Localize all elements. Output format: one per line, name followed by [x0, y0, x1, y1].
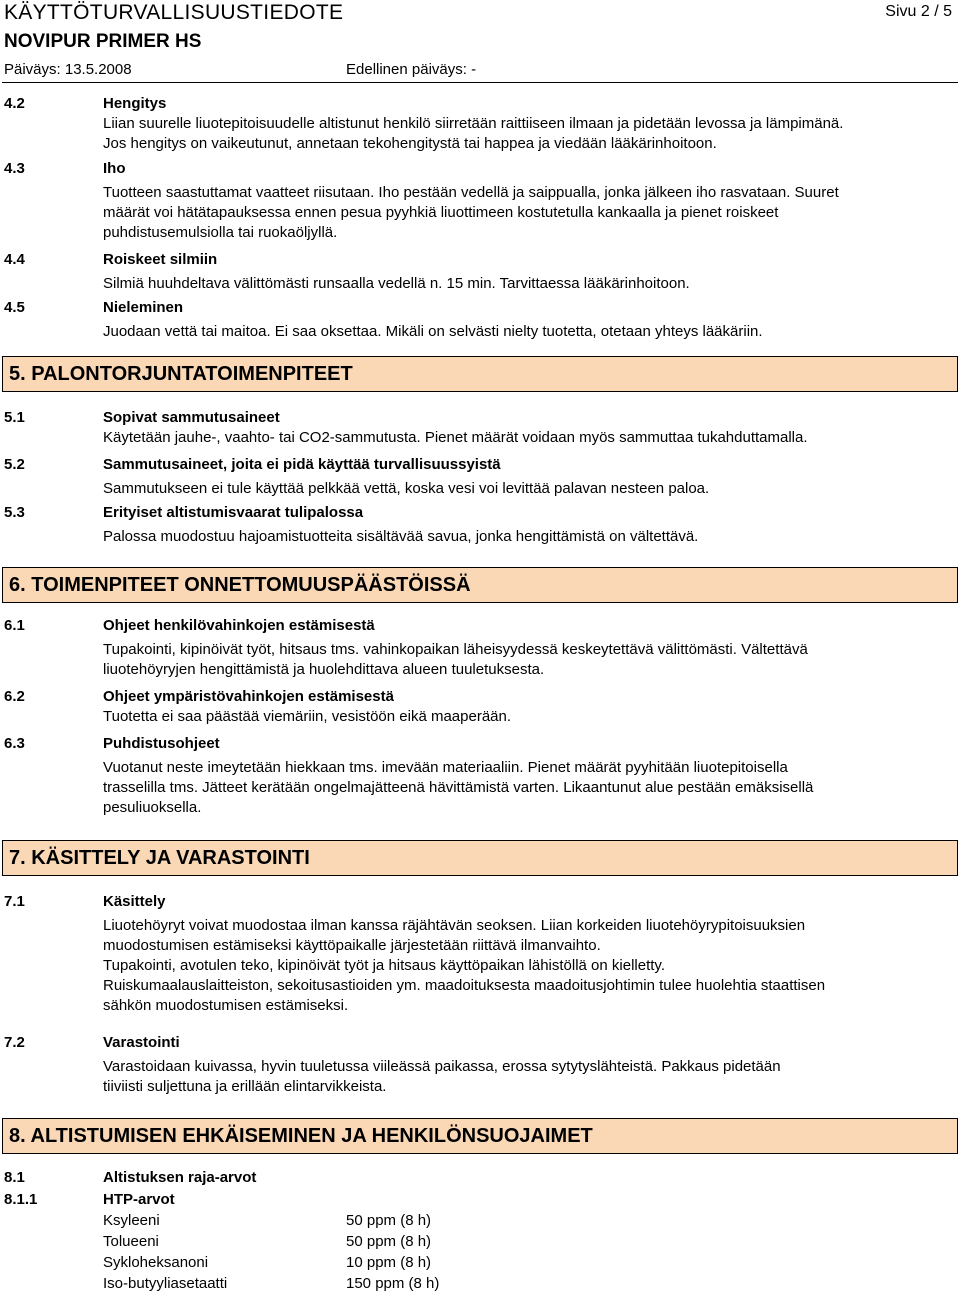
subsection-text: Tuotteen saastuttamat vaatteet riisutaan. Iho pestään vedellä ja saippualla, jonka jälkeen iho rasvataan. Suuret määrät voi hätätapauksessa ennen pesua pyyhkiä liuottimeen kostutetulla kankaalla ja pienet roiskeet puhdistusemulsiolla tai ruokaöljyllä. [103, 184, 839, 241]
subsection-text: Sammutukseen ei tule käyttää pelkkää vettä, koska vesi voi levittää palavan nesteen paloa. [103, 480, 710, 497]
subsection-title: Sopivat sammutusaineet [103, 409, 280, 426]
subsection-text: Silmiä huuhdeltava välittömästi runsaalla vedellä n. 15 min. Tarvittaessa lääkärinhoitoon. [103, 275, 690, 292]
subsection-number: 5.3 [4, 504, 25, 521]
subsection-text: Tupakointi, kipinöivät työt, hitsaus tms. vahinkopaikan läheisyydessä keskeytettävä välittömästi. Vältettävä liuotehöyryjen hengittämistä ja huolehdittava alueen tuuletuksesta. [103, 641, 808, 678]
limit-value: 50 ppm (8 h) [346, 1212, 432, 1229]
subsection-text: Vuotanut neste imeytetään hiekkaan tms. imevään materiaaliin. Pienet määrät pyyhitään liuotepitoisella trasselilla tms. Jätteet kerätään ongelmajätteenä hävittämistä varten. Likaantunut alue pestään emäksisellä pesuliuoksella. [103, 759, 814, 816]
subsection-text: Liian suurelle liuotepitoisuudelle altistunut henkilö siirretään raittiiseen ilmaan ja pidetään levossa ja lämpimänä. Jos hengitys on vaikeutunut, annetaan tekohengitystä tai happea ja viedään lääkärinhoitoon. [103, 115, 844, 152]
subsection-title: Erityiset altistumisvaarat tulipalossa [103, 504, 364, 521]
subsection-number: 4.2 [4, 95, 25, 112]
section-heading-8: 8. ALTISTUMISEN EHKÄISEMINEN JA HENKILÖNSUOJAIMET [2, 1118, 958, 1154]
subsection-title: Varastointi [103, 1034, 180, 1051]
subsection-title: Ohjeet ympäristövahinkojen estämisestä [103, 688, 394, 705]
subsection-5-1 [0, 408, 960, 448]
exposure-limit-row [103, 1252, 960, 1273]
subsection-title: HTP-arvot [103, 1191, 175, 1208]
substance-name: Sykloheksanoni [103, 1254, 209, 1271]
substance-name: Iso-butyyliasetaatti [103, 1275, 228, 1292]
subsection-text: Palossa muodostuu hajoamistuotteita sisältävää savua, jonka hengittämistä on vältettävä. [103, 528, 699, 545]
subsection-title: Sammutusaineet, joita ei pidä käyttää turvallisuussyistä [103, 456, 501, 473]
subsection-number: 6.3 [4, 735, 25, 752]
subsection-number: 4.5 [4, 299, 25, 316]
subsection-text: Juodaan vettä tai maitoa. Ei saa oksettaa. Mikäli on selvästi nielty tuotetta, otetaan yhteys lääkäriin. [103, 323, 763, 340]
subsection-4-2 [0, 94, 960, 154]
subsection-title: Altistuksen raja-arvot [103, 1169, 257, 1186]
exposure-limit-row [103, 1231, 960, 1252]
header-divider [2, 82, 958, 83]
subsection-number: 4.3 [4, 160, 25, 177]
document-body [0, 94, 960, 1294]
document-title: KÄYTTÖTURVALLISUUSTIEDOTE [4, 1, 344, 24]
exposure-limit-row [103, 1210, 960, 1231]
subsection-title: Nieleminen [103, 299, 184, 316]
subsection-5-3 [0, 503, 960, 547]
subsection-number: 4.4 [4, 251, 25, 268]
subsection-text: Liuotehöyryt voivat muodostaa ilman kanssa räjähtävän seoksen. Liian korkeiden liuotehöyrypitoisuuksien muodostumisen estämiseksi käyttöpaikalle järjestetään riittävä ilmanvaihto. Tupakointi, avotulen teko, kipinöivät työt ja hitsaus käyttöpaikan lähistöllä on kielletty. Ruiskumaalauslaitteiston, sekoitusastioiden ym. maadoituksesta maadoitusjohtimin tulee huolehtia staattisen sähkön muodostumisen estämiseksi. [103, 917, 826, 1014]
issue-date: Päiväys: 13.5.2008 [4, 61, 132, 78]
substance-name: Tolueeni [103, 1233, 159, 1250]
subsection-6-2 [0, 687, 960, 727]
subsection-number: 8.1.1 [4, 1191, 38, 1208]
page-number: Sivu 2 / 5 [885, 3, 952, 20]
exposure-limit-list [103, 1210, 960, 1294]
subsection-number: 6.1 [4, 617, 25, 634]
substance-name: Ksyleeni [103, 1212, 160, 1229]
subsection-7-2 [0, 1033, 960, 1097]
subsection-6-1 [0, 616, 960, 680]
section-heading-5: 5. PALONTORJUNTATOIMENPITEET [2, 356, 958, 392]
subsection-title: Käsittely [103, 893, 166, 910]
subsection-title: Puhdistusohjeet [103, 735, 220, 752]
subsection-number: 7.2 [4, 1034, 25, 1051]
limit-value: 50 ppm (8 h) [346, 1233, 432, 1250]
subsection-title: Ohjeet henkilövahinkojen estämisestä [103, 617, 375, 634]
subsection-6-3 [0, 734, 960, 818]
subsection-5-2 [0, 455, 960, 499]
subsection-title: Roiskeet silmiin [103, 251, 218, 268]
subsection-number: 5.2 [4, 456, 25, 473]
subsection-title: Hengitys [103, 95, 167, 112]
product-name: NOVIPUR PRIMER HS [4, 31, 202, 52]
subsection-text: Tuotetta ei saa päästää viemäriin, vesistöön eikä maaperään. [103, 708, 512, 725]
subsection-title: Iho [103, 160, 126, 177]
subsection-number: 8.1 [4, 1169, 25, 1186]
section-heading-6: 6. TOIMENPITEET ONNETTOMUUSPÄÄSTÖISSÄ [2, 567, 958, 603]
exposure-limit-row [103, 1273, 960, 1294]
subsection-number: 7.1 [4, 893, 25, 910]
subsection-8-1 [0, 1168, 960, 1188]
subsection-4-5 [0, 298, 960, 342]
subsection-4-3 [0, 159, 960, 243]
limit-value: 150 ppm (8 h) [346, 1275, 440, 1292]
subsection-text: Varastoidaan kuivassa, hyvin tuuletussa viileässä paikassa, erossa sytytyslähteistä. Pakkaus pidetään tiiviisti suljettuna ja erillään elintarvikkeista. [103, 1058, 781, 1095]
subsection-8-1-1 [0, 1190, 960, 1210]
section-heading-7: 7. KÄSITTELY JA VARASTOINTI [2, 840, 958, 876]
subsection-number: 5.1 [4, 409, 25, 426]
subsection-number: 6.2 [4, 688, 25, 705]
subsection-text: Käytetään jauhe-, vaahto- tai CO2-sammutusta. Pienet määrät voidaan myös sammuttaa tukahduttamalla. [103, 429, 808, 446]
previous-date: Edellinen päiväys: - [346, 61, 477, 78]
subsection-4-4 [0, 250, 960, 294]
subsection-7-1 [0, 892, 960, 1016]
limit-value: 10 ppm (8 h) [346, 1254, 432, 1271]
